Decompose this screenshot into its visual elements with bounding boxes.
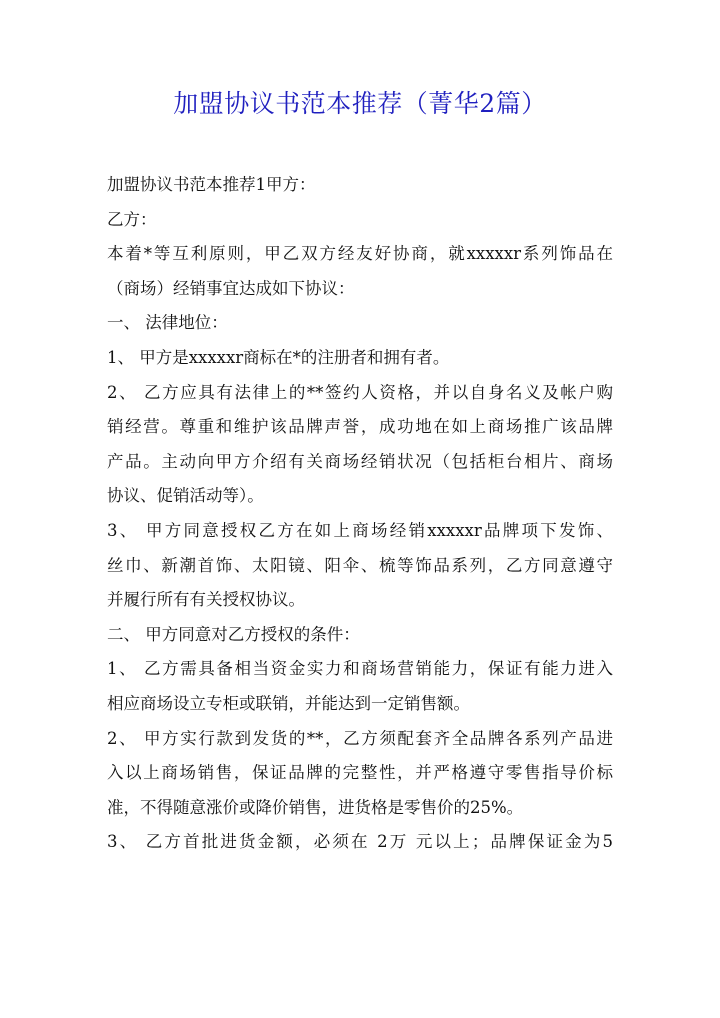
paragraph-line: 3、 甲方同意授权乙方在如上商场经销xxxxxr品牌项下发饰、	[107, 520, 613, 540]
paragraph-line: 协议、促销活动等）。	[107, 486, 264, 506]
section-heading: 二、 甲方同意对乙方授权的条件：	[107, 624, 360, 644]
paragraph-line: 并履行所有有关授权协议。	[107, 590, 305, 610]
document-title: 加盟协议书范本推荐（菁华2篇）	[173, 89, 547, 118]
paragraph-line: 1、 甲方是xxxxxr商标在*的注册者和拥有者。	[107, 347, 450, 367]
paragraph-line: 2、 乙方应具有法律上的**签约人资格，并以自身名义及帐户购	[107, 382, 613, 402]
paragraph-line: 乙方：	[107, 209, 157, 229]
paragraph-line: 2、 甲方实行款到发货的**，乙方须配套齐全品牌各系列产品进	[107, 728, 613, 748]
document-body	[107, 168, 613, 860]
paragraph-line: 1、 乙方需具备相当资金实力和商场营销能力，保证有能力进入	[107, 659, 613, 679]
paragraph-line: 入以上商场销售，保证品牌的完整性，并严格遵守零售指导价标	[107, 763, 613, 783]
paragraph-line: 3、 乙方首批进货金额，必须在 2万 元以上；品牌保证金为5	[107, 832, 613, 852]
paragraph-line: 产品。主动向甲方介绍有关商场经销状况（包括柜台相片、商场	[107, 451, 613, 471]
paragraph-line: 本着*等互利原则，甲乙双方经友好协商，就xxxxxr系列饰品在	[107, 244, 613, 264]
paragraph-line: 销经营。尊重和维护该品牌声誉，成功地在如上商场推广该品牌	[107, 417, 613, 437]
paragraph-line: （商场）经销事宜达成如下协议：	[107, 278, 355, 298]
paragraph-line: 准，不得随意涨价或降价销售，进货格是零售价的25%。	[107, 797, 524, 817]
section-heading: 一、 法律地位：	[107, 313, 228, 333]
paragraph-line: 丝巾、新潮首饰、太阳镜、阳伞、梳等饰品系列，乙方同意遵守	[107, 555, 613, 575]
paragraph-line: 相应商场设立专柜或联销，并能达到一定销售额。	[107, 693, 470, 713]
paragraph-line: 加盟协议书范本推荐1甲方：	[107, 175, 316, 194]
